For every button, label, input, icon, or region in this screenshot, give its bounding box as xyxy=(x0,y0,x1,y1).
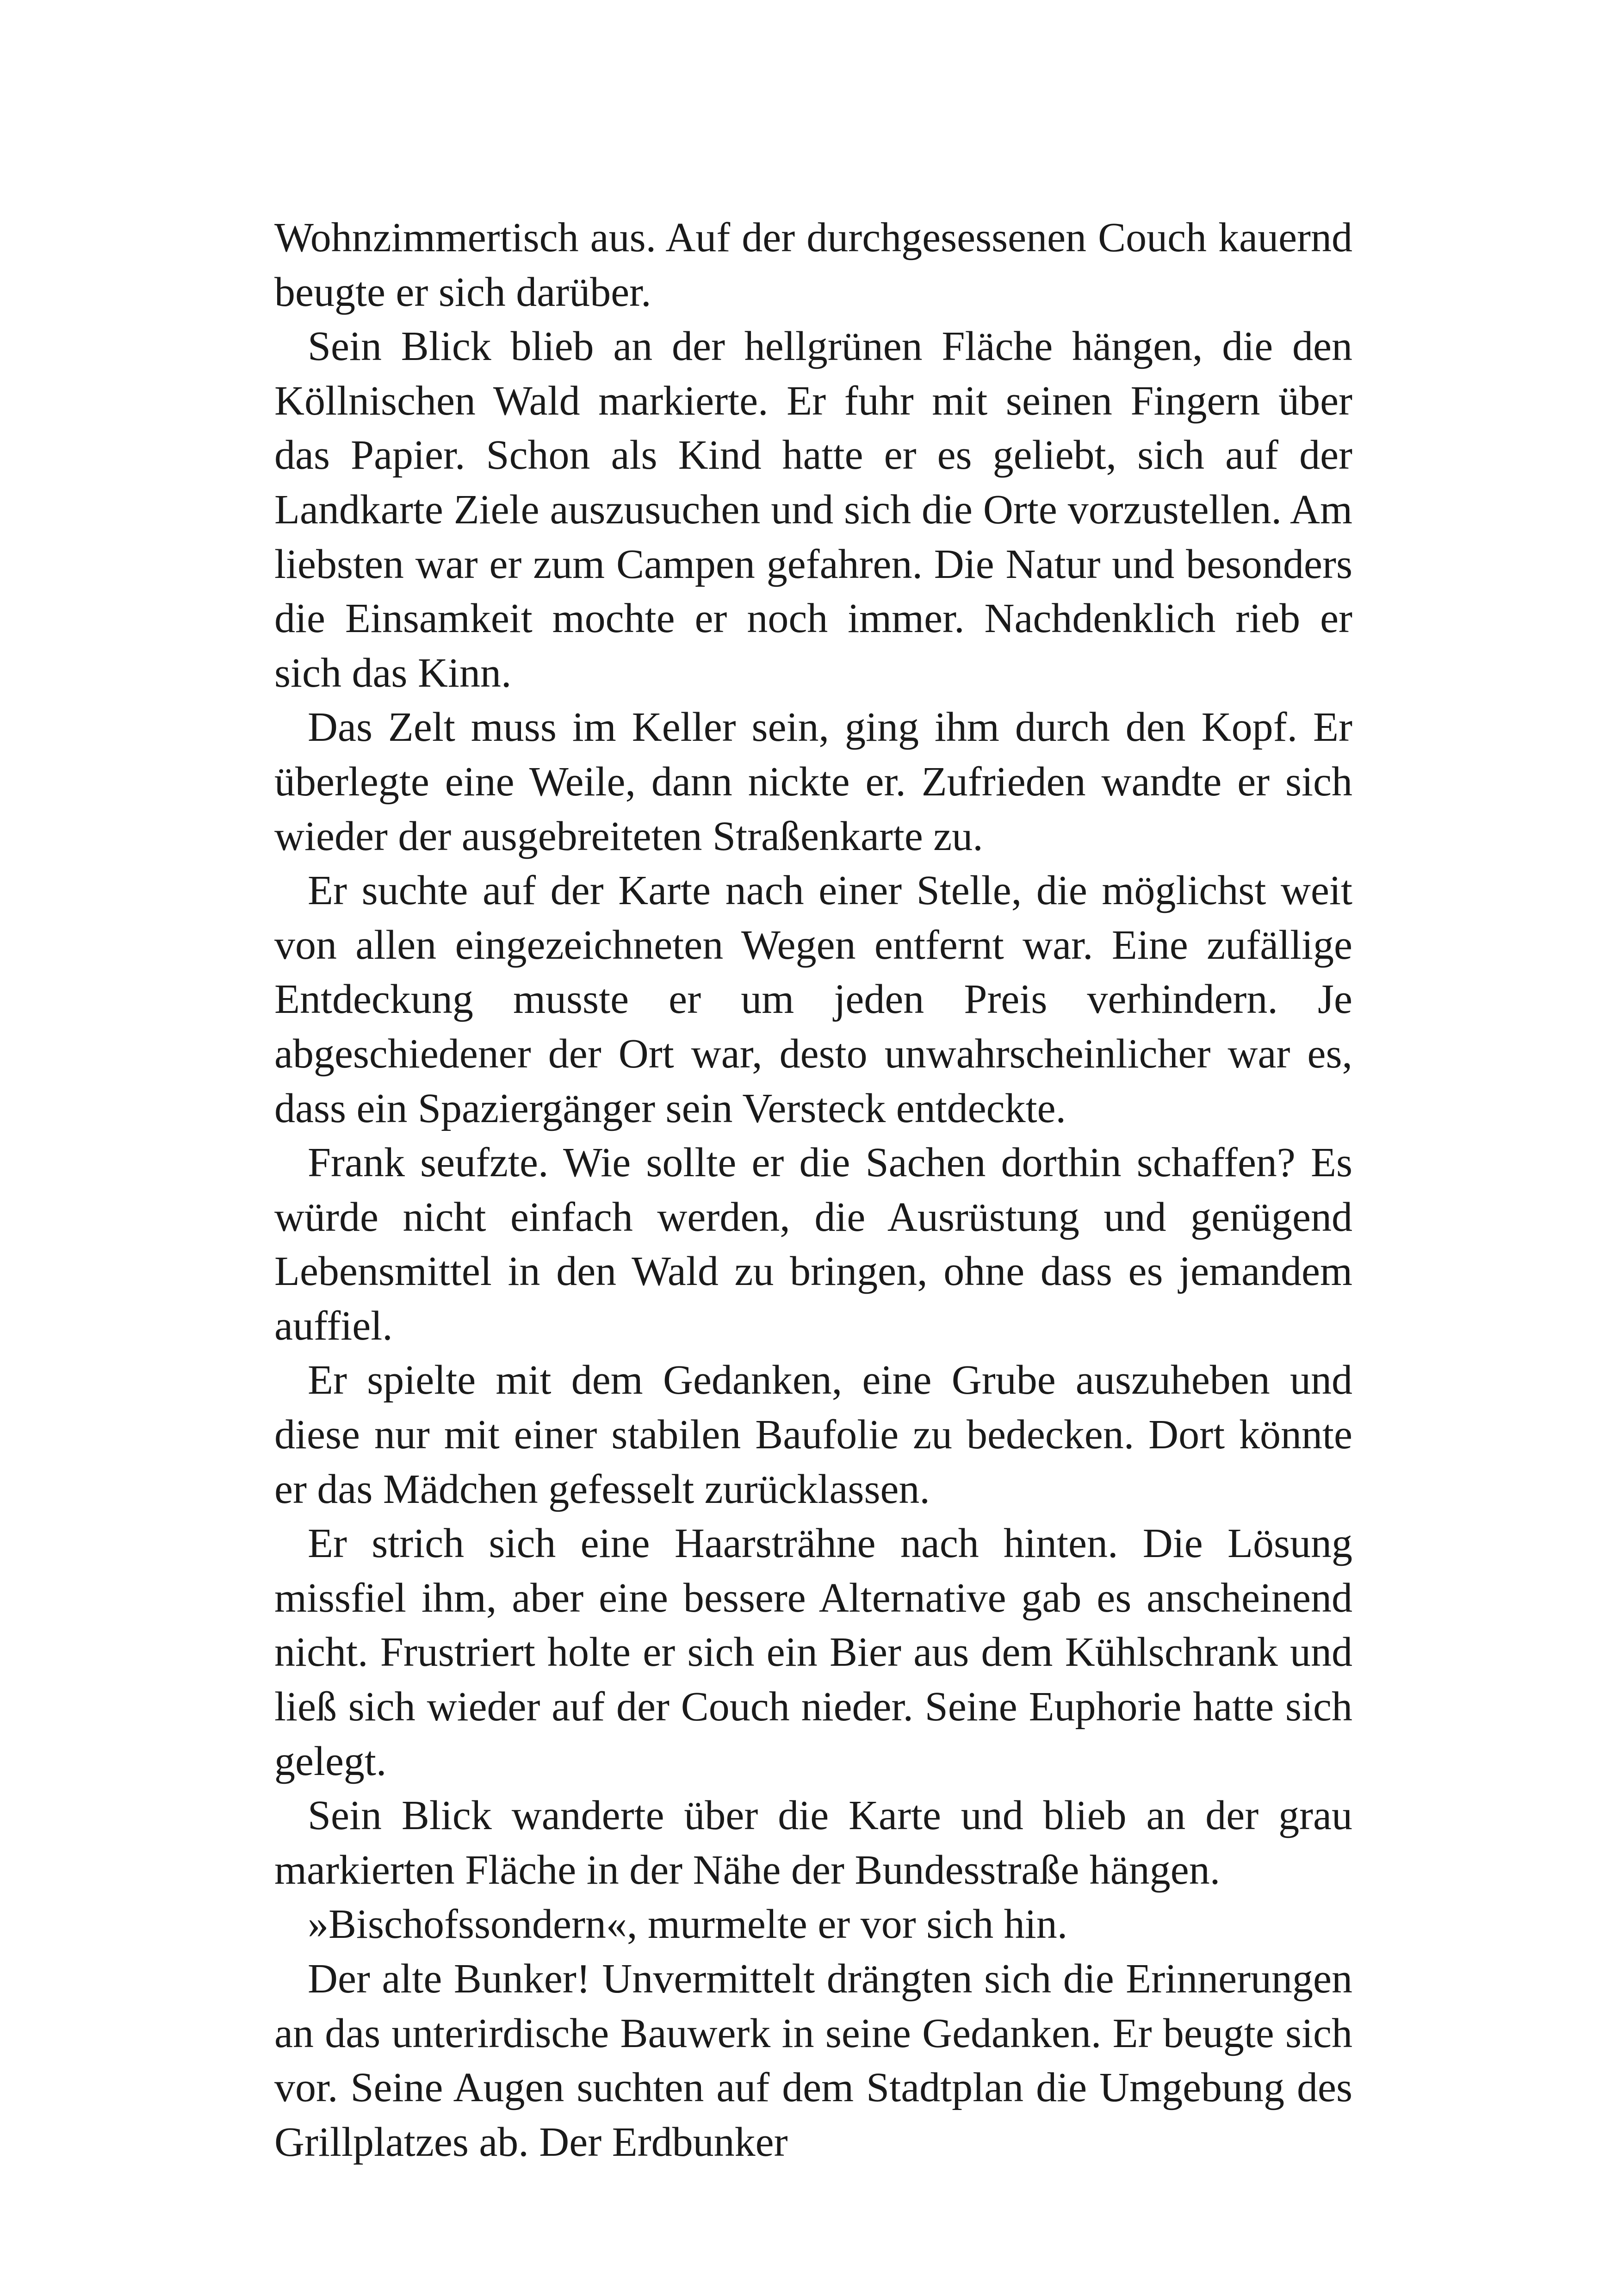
paragraph-2: Sein Blick blieb an der hellgrünen Fläche hängen, die den Köllnischen Wald markierte. Er fuhr mit seinen Fingern über das Papier. Schon als Kind hatte er es geliebt, sich auf der Landkarte Ziele auszusuchen und sich die Orte vorzustellen. Am liebsten war er zum Campen gefahren. Die Natur und besonders die Einsamkeit mochte er noch immer. Nachdenklich rieb er sich das Kinn. xyxy=(274,323,1352,696)
paragraph-1: Wohnzimmertisch aus. Auf der durchgesessenen Couch kauernd beugte er sich darüber. xyxy=(274,215,1352,315)
paragraph-4: Er suchte auf der Karte nach einer Stelle, die möglichst weit von allen eingezeichneten Wegen entfernt war. Eine zufällige Entdeckung musste er um jeden Preis verhindern. Je abgeschiedener der Ort war, desto unwahrscheinlicher war es, dass ein Spaziergänger sein Versteck entdeckte. xyxy=(274,868,1352,1131)
paragraph-3: Das Zelt muss im Keller sein, ging ihm durch den Kopf. Er überlegte eine Weile, dann nickte er. Zufrieden wandte er sich wieder der ausgebreiteten Straßenkarte zu. xyxy=(274,704,1352,859)
paragraph-8: Sein Blick wanderte über die Karte und blieb an der grau markierten Fläche in der Nähe der Bundesstraße hängen. xyxy=(274,1793,1352,1893)
paragraph-6: Er spielte mit dem Gedanken, eine Grube auszuheben und diese nur mit einer stabilen Baufolie zu bedecken. Dort könnte er das Mädchen gefesselt zurücklassen. xyxy=(274,1357,1352,1512)
paragraph-10: Der alte Bunker! Unvermittelt drängten sich die Erinnerungen an das unterirdische Bauwerk in seine Gedanken. Er beugte sich vor. Seine Augen suchten auf dem Stadtplan die Umgebung des Grillplatzes ab. Der Erdbunker xyxy=(274,1956,1352,2165)
paragraph-7: Er strich sich eine Haarsträhne nach hinten. Die Lösung missfiel ihm, aber eine bessere Alternative gab es anscheinend nicht. Frustriert holte er sich ein Bier aus dem Kühlschrank und ließ sich wieder auf der Couch nieder. Seine Euphorie hatte sich gelegt. xyxy=(274,1520,1352,1784)
paragraph-5: Frank seufzte. Wie sollte er die Sachen dorthin schaffen? Es würde nicht einfach werden, die Ausrüstung und genügend Lebensmittel in den Wald zu bringen, ohne dass es jemandem auffiel. xyxy=(274,1140,1352,1349)
paragraph-9: »Bischofssondern«, murmelte er vor sich hin. xyxy=(308,1901,1068,1948)
body-text xyxy=(274,211,1352,2169)
